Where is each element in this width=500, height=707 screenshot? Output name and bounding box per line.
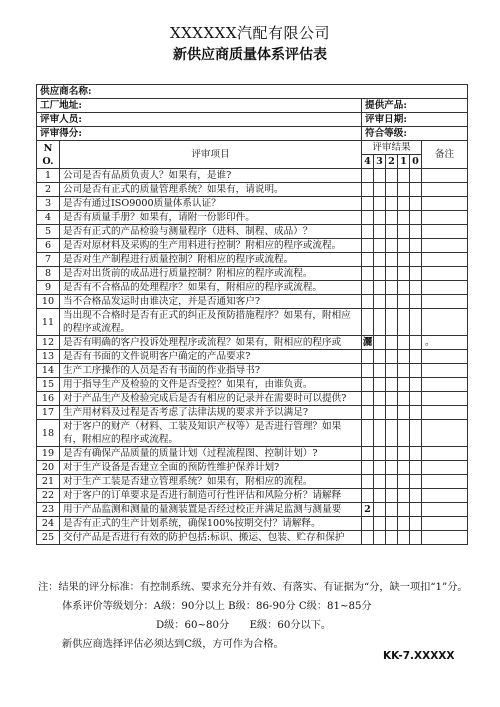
item-text: 对于客户的订单要求是否进行制造可行性评估和风险分析？请解释 xyxy=(60,489,362,503)
table-row xyxy=(37,336,468,350)
item-text: 是否有书面的文件说明客户确定的产品要求? xyxy=(60,350,362,364)
score-cell[interactable] xyxy=(398,211,410,225)
item-number: 17 xyxy=(37,406,60,420)
score-cell[interactable] xyxy=(398,183,410,197)
score-cell[interactable] xyxy=(374,420,386,447)
header-remark: 备注 xyxy=(422,141,468,169)
auditor-field[interactable]: 评审人员: xyxy=(37,113,362,127)
score-cell[interactable] xyxy=(362,239,374,253)
remark-cell[interactable] xyxy=(422,503,468,517)
table-row xyxy=(37,295,468,309)
remark-cell[interactable] xyxy=(422,531,468,545)
score-cell[interactable] xyxy=(374,531,386,545)
table-row xyxy=(37,406,468,420)
table-row xyxy=(37,350,468,364)
item-text: 用于指导生产及检验的文件是否受控？如果有，由谁负责。 xyxy=(60,378,362,392)
score-cell[interactable] xyxy=(398,197,410,211)
score-cell[interactable] xyxy=(410,239,422,253)
score-cell[interactable] xyxy=(374,475,386,489)
score-cell[interactable] xyxy=(398,378,410,392)
note-scoring: 注：结果的评分标准：有控制系统、要求充分并有效、有落实、有证据为“分，缺一项扣“1”分。 xyxy=(38,582,468,593)
remark-cell[interactable] xyxy=(422,475,468,489)
table-row xyxy=(37,267,468,281)
score-cell[interactable] xyxy=(386,295,398,309)
score-cell[interactable] xyxy=(374,350,386,364)
score-cell[interactable] xyxy=(410,392,422,406)
remark-cell[interactable] xyxy=(422,350,468,364)
score-cell[interactable] xyxy=(362,169,374,183)
score-cell[interactable] xyxy=(398,239,410,253)
score-cell[interactable] xyxy=(374,406,386,420)
score-cell[interactable] xyxy=(398,392,410,406)
score-cell[interactable] xyxy=(410,489,422,503)
table-row xyxy=(37,475,468,489)
score-cell[interactable] xyxy=(410,197,422,211)
score-cell[interactable] xyxy=(398,364,410,378)
score-cell[interactable] xyxy=(362,517,374,531)
factory-address-field[interactable]: 工厂地址: xyxy=(37,99,362,113)
score-header-3: 3 xyxy=(374,155,386,169)
table-row xyxy=(37,225,468,239)
score-cell[interactable] xyxy=(410,503,422,517)
products-field[interactable]: 提供产品: xyxy=(362,99,468,113)
item-number: 4 xyxy=(37,211,60,225)
item-text: 当不合格品发运时由谁决定，并是否通知客户? xyxy=(60,295,362,309)
score-cell[interactable] xyxy=(410,461,422,475)
remark-cell[interactable] xyxy=(422,447,468,461)
score-field[interactable]: 评审得分: xyxy=(37,127,362,141)
note-grades: 体系评价等级划分：A级：90分以上 B级：86-90分 C级：81~85分 xyxy=(62,601,372,612)
remark-cell[interactable] xyxy=(422,253,468,267)
score-cell[interactable] xyxy=(374,267,386,281)
score-cell[interactable] xyxy=(374,461,386,475)
score-cell[interactable] xyxy=(362,350,374,364)
score-cell[interactable] xyxy=(410,253,422,267)
table-row xyxy=(37,211,468,225)
score-cell[interactable] xyxy=(398,169,410,183)
score-cell[interactable] xyxy=(386,253,398,267)
score-cell[interactable] xyxy=(386,364,398,378)
note-grades-2: D级：60~80分 E级：60分以下。 xyxy=(156,620,332,631)
score-cell[interactable] xyxy=(410,295,422,309)
remark-cell[interactable] xyxy=(422,197,468,211)
score-cell[interactable] xyxy=(398,475,410,489)
score-cell[interactable] xyxy=(386,239,398,253)
score-cell[interactable] xyxy=(362,392,374,406)
remark-cell[interactable]: 。 xyxy=(422,336,468,350)
score-cell[interactable] xyxy=(410,350,422,364)
score-cell[interactable] xyxy=(398,420,410,447)
score-header-1: 1 xyxy=(398,155,410,169)
score-cell[interactable] xyxy=(398,447,410,461)
score-cell[interactable] xyxy=(374,517,386,531)
item-number: 24 xyxy=(37,517,60,531)
score-cell[interactable] xyxy=(386,447,398,461)
item-text: 用于产品监测和测量的量测装置是否经过校正并满足监测与测量要 xyxy=(60,503,362,517)
item-text: 是否对原材料及采购的生产用料进行控制？附相应的程序或流程。 xyxy=(60,239,362,253)
score-cell[interactable] xyxy=(362,378,374,392)
score-cell[interactable] xyxy=(374,364,386,378)
remark-cell[interactable] xyxy=(422,378,468,392)
score-cell[interactable] xyxy=(398,517,410,531)
score-cell[interactable] xyxy=(362,489,374,503)
header-item: 评审项目 xyxy=(60,141,362,169)
score-cell[interactable] xyxy=(410,211,422,225)
score-cell[interactable] xyxy=(362,461,374,475)
score-cell[interactable] xyxy=(386,309,398,336)
item-number: 8 xyxy=(37,267,60,281)
table-row xyxy=(37,447,468,461)
score-cell[interactable] xyxy=(362,364,374,378)
score-cell[interactable] xyxy=(410,406,422,420)
score-cell[interactable] xyxy=(374,309,386,336)
item-text: 当出现不合格时是否有正式的纠正及预防措施程序？如果有，附相应的程序或流程。 xyxy=(60,309,362,336)
score-cell[interactable] xyxy=(362,295,374,309)
score-cell[interactable] xyxy=(398,489,410,503)
score-cell[interactable] xyxy=(398,295,410,309)
item-text: 是否有质量手册？如果有，请附一份影印件。 xyxy=(60,211,362,225)
item-text: 对于生产设备是否建立全面的预防性维护保养计划? xyxy=(60,461,362,475)
company-title: XXXXXX汽配有限公司 xyxy=(169,24,331,42)
table-row xyxy=(37,364,468,378)
score-cell[interactable] xyxy=(362,197,374,211)
score-cell[interactable] xyxy=(398,531,410,545)
score-cell[interactable] xyxy=(410,309,422,336)
header-result: 评审结果 xyxy=(362,141,422,155)
item-text: 对于产品生产及检验完成后是否有相应的记录并在需要时可以提供? xyxy=(60,392,362,406)
item-number: 18 xyxy=(37,420,60,447)
score-cell[interactable] xyxy=(386,489,398,503)
remark-cell[interactable] xyxy=(422,309,468,336)
score-cell[interactable] xyxy=(398,225,410,239)
score-cell[interactable] xyxy=(374,253,386,267)
item-text: 交付产品是否进行有效的防护包括:标识、搬运、包装、贮存和保护 xyxy=(60,531,362,545)
score-cell[interactable] xyxy=(410,447,422,461)
table-row xyxy=(37,169,468,183)
score-cell[interactable] xyxy=(410,475,422,489)
grade-field[interactable]: 符合等级: xyxy=(362,127,468,141)
form-title: 新供应商质量体系评估表 xyxy=(173,47,327,63)
remark-cell[interactable] xyxy=(422,420,468,447)
item-text: 是否对出货前的成品进行质量控制？附相应的程序或流程。 xyxy=(60,267,362,281)
score-cell[interactable] xyxy=(410,267,422,281)
remark-cell[interactable] xyxy=(422,281,468,295)
score-cell[interactable] xyxy=(398,406,410,420)
item-text: 是否有通过ISO9000质量体系认证？ xyxy=(60,197,362,211)
item-number: 19 xyxy=(37,447,60,461)
score-cell[interactable] xyxy=(386,475,398,489)
remark-cell[interactable] xyxy=(422,183,468,197)
item-number: 5 xyxy=(37,225,60,239)
remark-cell[interactable] xyxy=(422,489,468,503)
table-row xyxy=(37,281,468,295)
score-cell[interactable] xyxy=(386,183,398,197)
remark-cell[interactable] xyxy=(422,517,468,531)
table-row xyxy=(37,392,468,406)
item-number: 9 xyxy=(37,281,60,295)
table-row xyxy=(37,489,468,503)
score-header-4: 4 xyxy=(362,155,374,169)
document-code: KK-7.XXXXX xyxy=(383,650,455,662)
item-text: 是否对生产制程进行质量控制？附相应的程序或流程。 xyxy=(60,253,362,267)
score-cell[interactable] xyxy=(362,309,374,336)
score-cell[interactable] xyxy=(374,169,386,183)
score-cell[interactable] xyxy=(386,378,398,392)
score-cell[interactable] xyxy=(374,392,386,406)
score-cell[interactable] xyxy=(362,183,374,197)
score-cell[interactable]: 灑 xyxy=(362,337,373,348)
score-cell[interactable] xyxy=(410,183,422,197)
item-text: 是否有确保产品质量的质量计划（过程流程图、控制计划）? xyxy=(60,447,362,461)
table-row xyxy=(37,378,468,392)
score-cell[interactable] xyxy=(386,503,398,517)
score-cell[interactable] xyxy=(374,336,386,350)
score-cell[interactable] xyxy=(398,461,410,475)
item-number: 14 xyxy=(37,364,60,378)
item-number: 25 xyxy=(37,531,60,545)
table-row xyxy=(37,517,468,531)
score-cell[interactable] xyxy=(362,531,374,545)
item-number: 21 xyxy=(37,475,60,489)
item-text: 是否有不合格品的处理程序？如果有，附相应的程序或流程。 xyxy=(60,281,362,295)
score-cell[interactable] xyxy=(374,197,386,211)
item-number: 16 xyxy=(37,392,60,406)
item-number: 2 xyxy=(37,183,60,197)
item-number: 7 xyxy=(37,253,60,267)
score-cell[interactable] xyxy=(374,489,386,503)
score-cell[interactable] xyxy=(362,225,374,239)
score-cell[interactable] xyxy=(410,420,422,447)
note-requirement: 新供应商选择评估必须达到C级，方可作为合格。 xyxy=(62,639,284,650)
score-cell[interactable] xyxy=(410,378,422,392)
score-header-2: 2 xyxy=(386,155,398,169)
score-cell[interactable] xyxy=(374,503,386,517)
score-cell[interactable] xyxy=(386,517,398,531)
table-row xyxy=(37,461,468,475)
score-cell[interactable] xyxy=(374,239,386,253)
remark-cell[interactable] xyxy=(422,392,468,406)
remark-cell[interactable] xyxy=(422,461,468,475)
remark-cell[interactable] xyxy=(422,211,468,225)
score-cell[interactable] xyxy=(362,406,374,420)
score-cell[interactable]: 2 xyxy=(362,503,374,517)
score-cell[interactable] xyxy=(386,420,398,447)
table-row xyxy=(37,239,468,253)
score-cell[interactable] xyxy=(374,281,386,295)
item-text: 是否有正式的生产计划系统，确保100%按期交付？请解释。 xyxy=(60,517,362,531)
score-header-0: 0 xyxy=(410,155,422,169)
item-number: 1 xyxy=(37,169,60,183)
score-cell[interactable] xyxy=(386,350,398,364)
score-cell[interactable] xyxy=(362,267,374,281)
item-number: 6 xyxy=(37,239,60,253)
score-cell[interactable] xyxy=(374,378,386,392)
score-cell[interactable] xyxy=(386,461,398,475)
score-cell[interactable] xyxy=(386,531,398,545)
item-text: 是否有正式的产品检验与测量程序（进料、制程、成品）？ xyxy=(60,225,362,239)
score-cell[interactable] xyxy=(374,447,386,461)
score-cell[interactable] xyxy=(410,531,422,545)
table-row xyxy=(37,420,468,447)
score-cell[interactable] xyxy=(386,225,398,239)
score-cell[interactable] xyxy=(398,281,410,295)
score-cell[interactable] xyxy=(362,447,374,461)
remark-cell[interactable] xyxy=(422,295,468,309)
remark-cell[interactable] xyxy=(422,267,468,281)
table-row xyxy=(37,197,468,211)
item-number: 11 xyxy=(37,309,60,336)
table-row xyxy=(37,503,468,517)
remark-cell[interactable] xyxy=(422,169,468,183)
item-text: 公司是否有正式的质量管理系统？如果有，请说明。 xyxy=(60,183,362,197)
score-cell[interactable] xyxy=(386,267,398,281)
header-no: N O. xyxy=(37,141,60,169)
score-cell[interactable] xyxy=(386,197,398,211)
item-text: 生产工序操作的人员是否有书面的作业指导书? xyxy=(60,364,362,378)
score-cell[interactable] xyxy=(362,211,374,225)
table-row xyxy=(37,531,468,545)
score-cell[interactable] xyxy=(374,295,386,309)
score-cell[interactable] xyxy=(386,336,398,350)
score-cell[interactable] xyxy=(362,475,374,489)
item-text: 对于客户的财产（材料、工装及知识产权等）是否进行管理？如果有，附相应的程序或流程。 xyxy=(60,420,362,447)
score-cell[interactable] xyxy=(374,183,386,197)
audit-date-field[interactable]: 评审日期: xyxy=(362,113,468,127)
score-cell[interactable] xyxy=(410,364,422,378)
score-cell[interactable] xyxy=(398,309,410,336)
score-cell[interactable] xyxy=(386,169,398,183)
score-cell[interactable] xyxy=(374,211,386,225)
score-cell[interactable] xyxy=(362,253,374,267)
score-cell[interactable] xyxy=(398,267,410,281)
table-row xyxy=(37,183,468,197)
score-cell[interactable] xyxy=(398,336,410,350)
score-cell[interactable] xyxy=(410,336,422,350)
score-cell[interactable] xyxy=(386,281,398,295)
score-cell[interactable] xyxy=(410,517,422,531)
evaluation-table xyxy=(36,84,468,545)
score-cell[interactable] xyxy=(386,392,398,406)
item-text: 生产用材料及过程是否考虑了法律法规的要求并予以满足? xyxy=(60,406,362,420)
item-text: 公司是否有品质负责人？如果有，是谁? xyxy=(60,169,362,183)
item-number: 23 xyxy=(37,503,60,517)
score-cell[interactable] xyxy=(362,281,374,295)
item-number: 22 xyxy=(37,489,60,503)
score-cell[interactable] xyxy=(374,225,386,239)
score-cell[interactable] xyxy=(386,406,398,420)
item-number: 15 xyxy=(37,378,60,392)
remark-cell[interactable] xyxy=(422,239,468,253)
remark-cell[interactable] xyxy=(422,406,468,420)
table-row xyxy=(37,309,468,336)
notes xyxy=(38,578,478,654)
remark-cell[interactable] xyxy=(422,225,468,239)
item-number: 10 xyxy=(37,295,60,309)
item-number: 20 xyxy=(37,461,60,475)
item-number: 13 xyxy=(37,350,60,364)
score-cell[interactable] xyxy=(410,281,422,295)
remark-cell[interactable] xyxy=(422,364,468,378)
score-cell[interactable] xyxy=(398,350,410,364)
score-cell[interactable] xyxy=(410,225,422,239)
table-row xyxy=(37,253,468,267)
item-number: 12 xyxy=(37,336,60,350)
score-cell[interactable] xyxy=(362,420,374,447)
score-cell[interactable] xyxy=(410,169,422,183)
item-text: 对于生产工装是否建立管理系统？如果有，附相应的流程。 xyxy=(60,475,362,489)
item-text: 是否有明确的客户投诉处理程序或流程？如果有，附相应的程序或 xyxy=(60,336,362,350)
score-cell[interactable] xyxy=(398,503,410,517)
score-cell[interactable] xyxy=(398,253,410,267)
supplier-name-field[interactable]: 供应商名称: xyxy=(37,85,468,99)
item-number: 3 xyxy=(37,197,60,211)
score-cell[interactable] xyxy=(386,211,398,225)
